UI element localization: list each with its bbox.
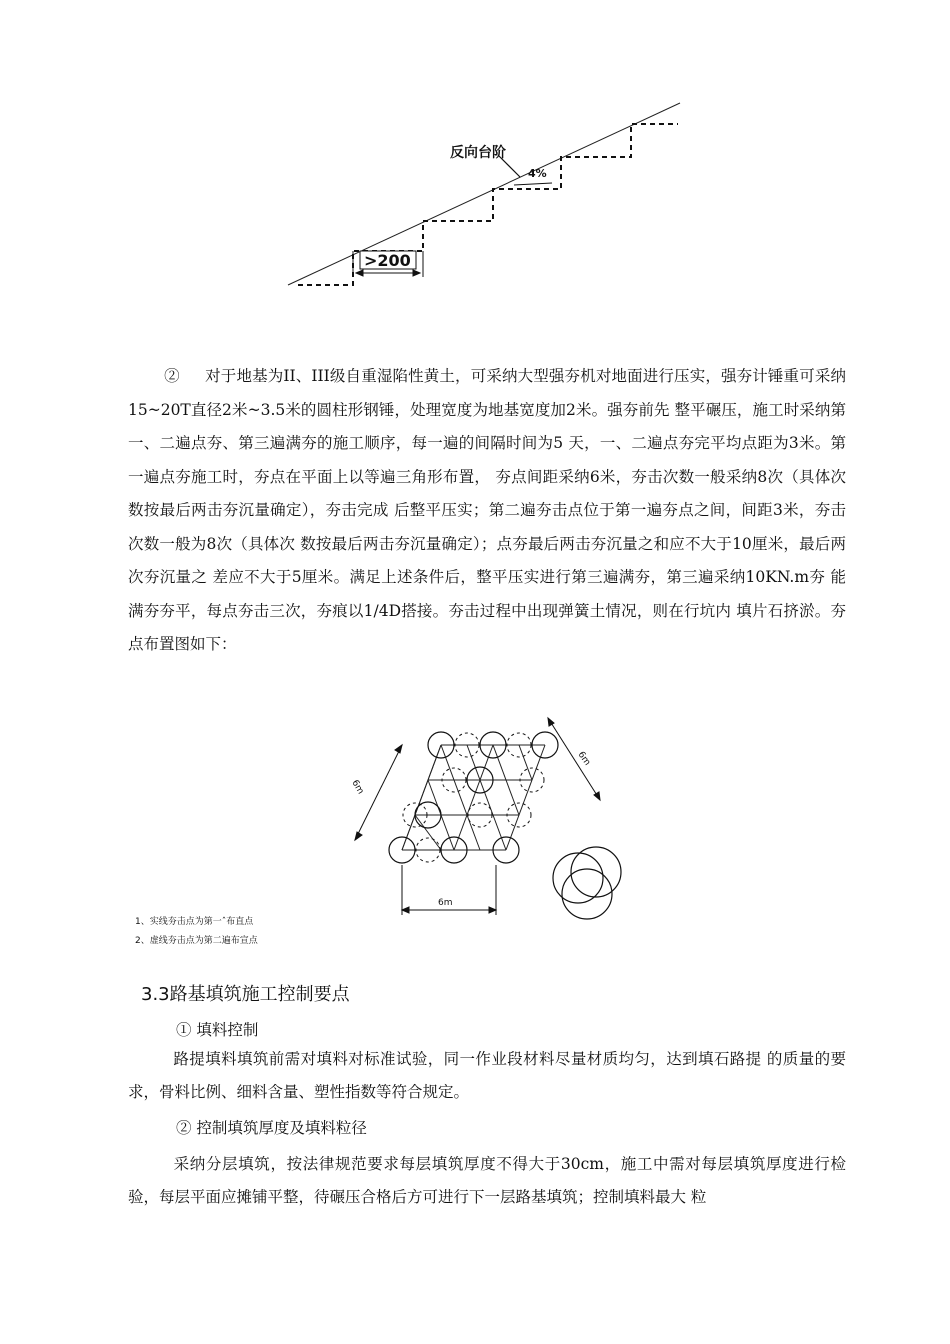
item2-title: ② 控制填筑厚度及填料粒径 <box>176 1119 367 1137</box>
caption-2: 2、虚线夯击点为第二遍布宣点 <box>135 936 258 946</box>
reverse-step-label: 反向台阶 <box>450 145 506 161</box>
dim-200-label: >200 <box>364 251 411 270</box>
para-marker: ② <box>164 367 180 385</box>
item1-body: 路提填料填筑前需对填料对标准试验，同一作业段材料尽量材质均匀，达到填石路提 的质量的要求，骨料比例、细料含量、塑性指数等符合规定。 <box>128 1050 846 1101</box>
slope-4pct-line <box>514 183 552 185</box>
caption-1: 1、实线夯击点为第一ˆ布直点 <box>135 917 254 927</box>
dim-bottom-label: 6m <box>438 898 453 908</box>
slope-line <box>288 103 680 285</box>
dim-left-label: 6m <box>349 778 366 797</box>
item1-text <box>128 1043 846 1109</box>
step-diagram <box>280 95 690 295</box>
slope-4pct-label: 4% <box>528 167 547 180</box>
grid-lines <box>402 745 545 850</box>
item2-body: 采纳分层填筑，按法律规范要求每层填筑厚度不得大于30cm，施工中需对每层填筑厚度进行检验，每层平面应摊铺平整，待碾压合格后方可进行下一层路基填筑；控制填料最大 粒 <box>128 1155 846 1206</box>
para-text: 对于地基为II、III级自重湿陷性黄土，可采纳大型强夯机对地面进行压实，强夯计锤重可采纳15~20T直径2米~3.5米的圆柱形钢锤，处理宽度为地基宽度加2米。强夯前先 整平碾压，施工时采纳第一、二遍点夯、第三遍满夯的施工顺序，每一遍的间隔时间为5 天，一、二遍点夯完平均点距为3米。第一遍点夯施工时，夯点在平面上以等遍三角形布置， 夯点间距采纳6米，夯击次数一般采纳8次（具体次数按最后两击夯沉量确定），夯击完成 后整平压实；第二遍夯击点位于第一遍夯点之间，间距3米，夯击次数一般为8次（具体次 数按最后两击夯沉量确定）；点夯最后两击夯沉量之和应不大于10厘米，最后两次夯沉量之 差应不大于5厘米。满足上述条件后，整平压实进行第三遍满夯，第三遍采纳10KN.m夯 能满夯夯平，每点夯击三次，夯痕以1/4D搭接。夯击过程中出现弹簧土情况，则在行坑内 填片石挤淤。夯点布置图如下： <box>128 367 846 653</box>
item1-title: ① 填料控制 <box>176 1021 259 1039</box>
tamping-layout-diagram <box>330 710 630 920</box>
dim-right-label: 6m <box>575 749 593 768</box>
paragraph-dynamic-compaction <box>128 360 846 662</box>
item2-text <box>128 1148 846 1214</box>
overlap-circles <box>553 847 621 919</box>
section-title: 3.3路基填筑施工控制要点 <box>141 984 350 1005</box>
leader-line <box>498 155 520 177</box>
